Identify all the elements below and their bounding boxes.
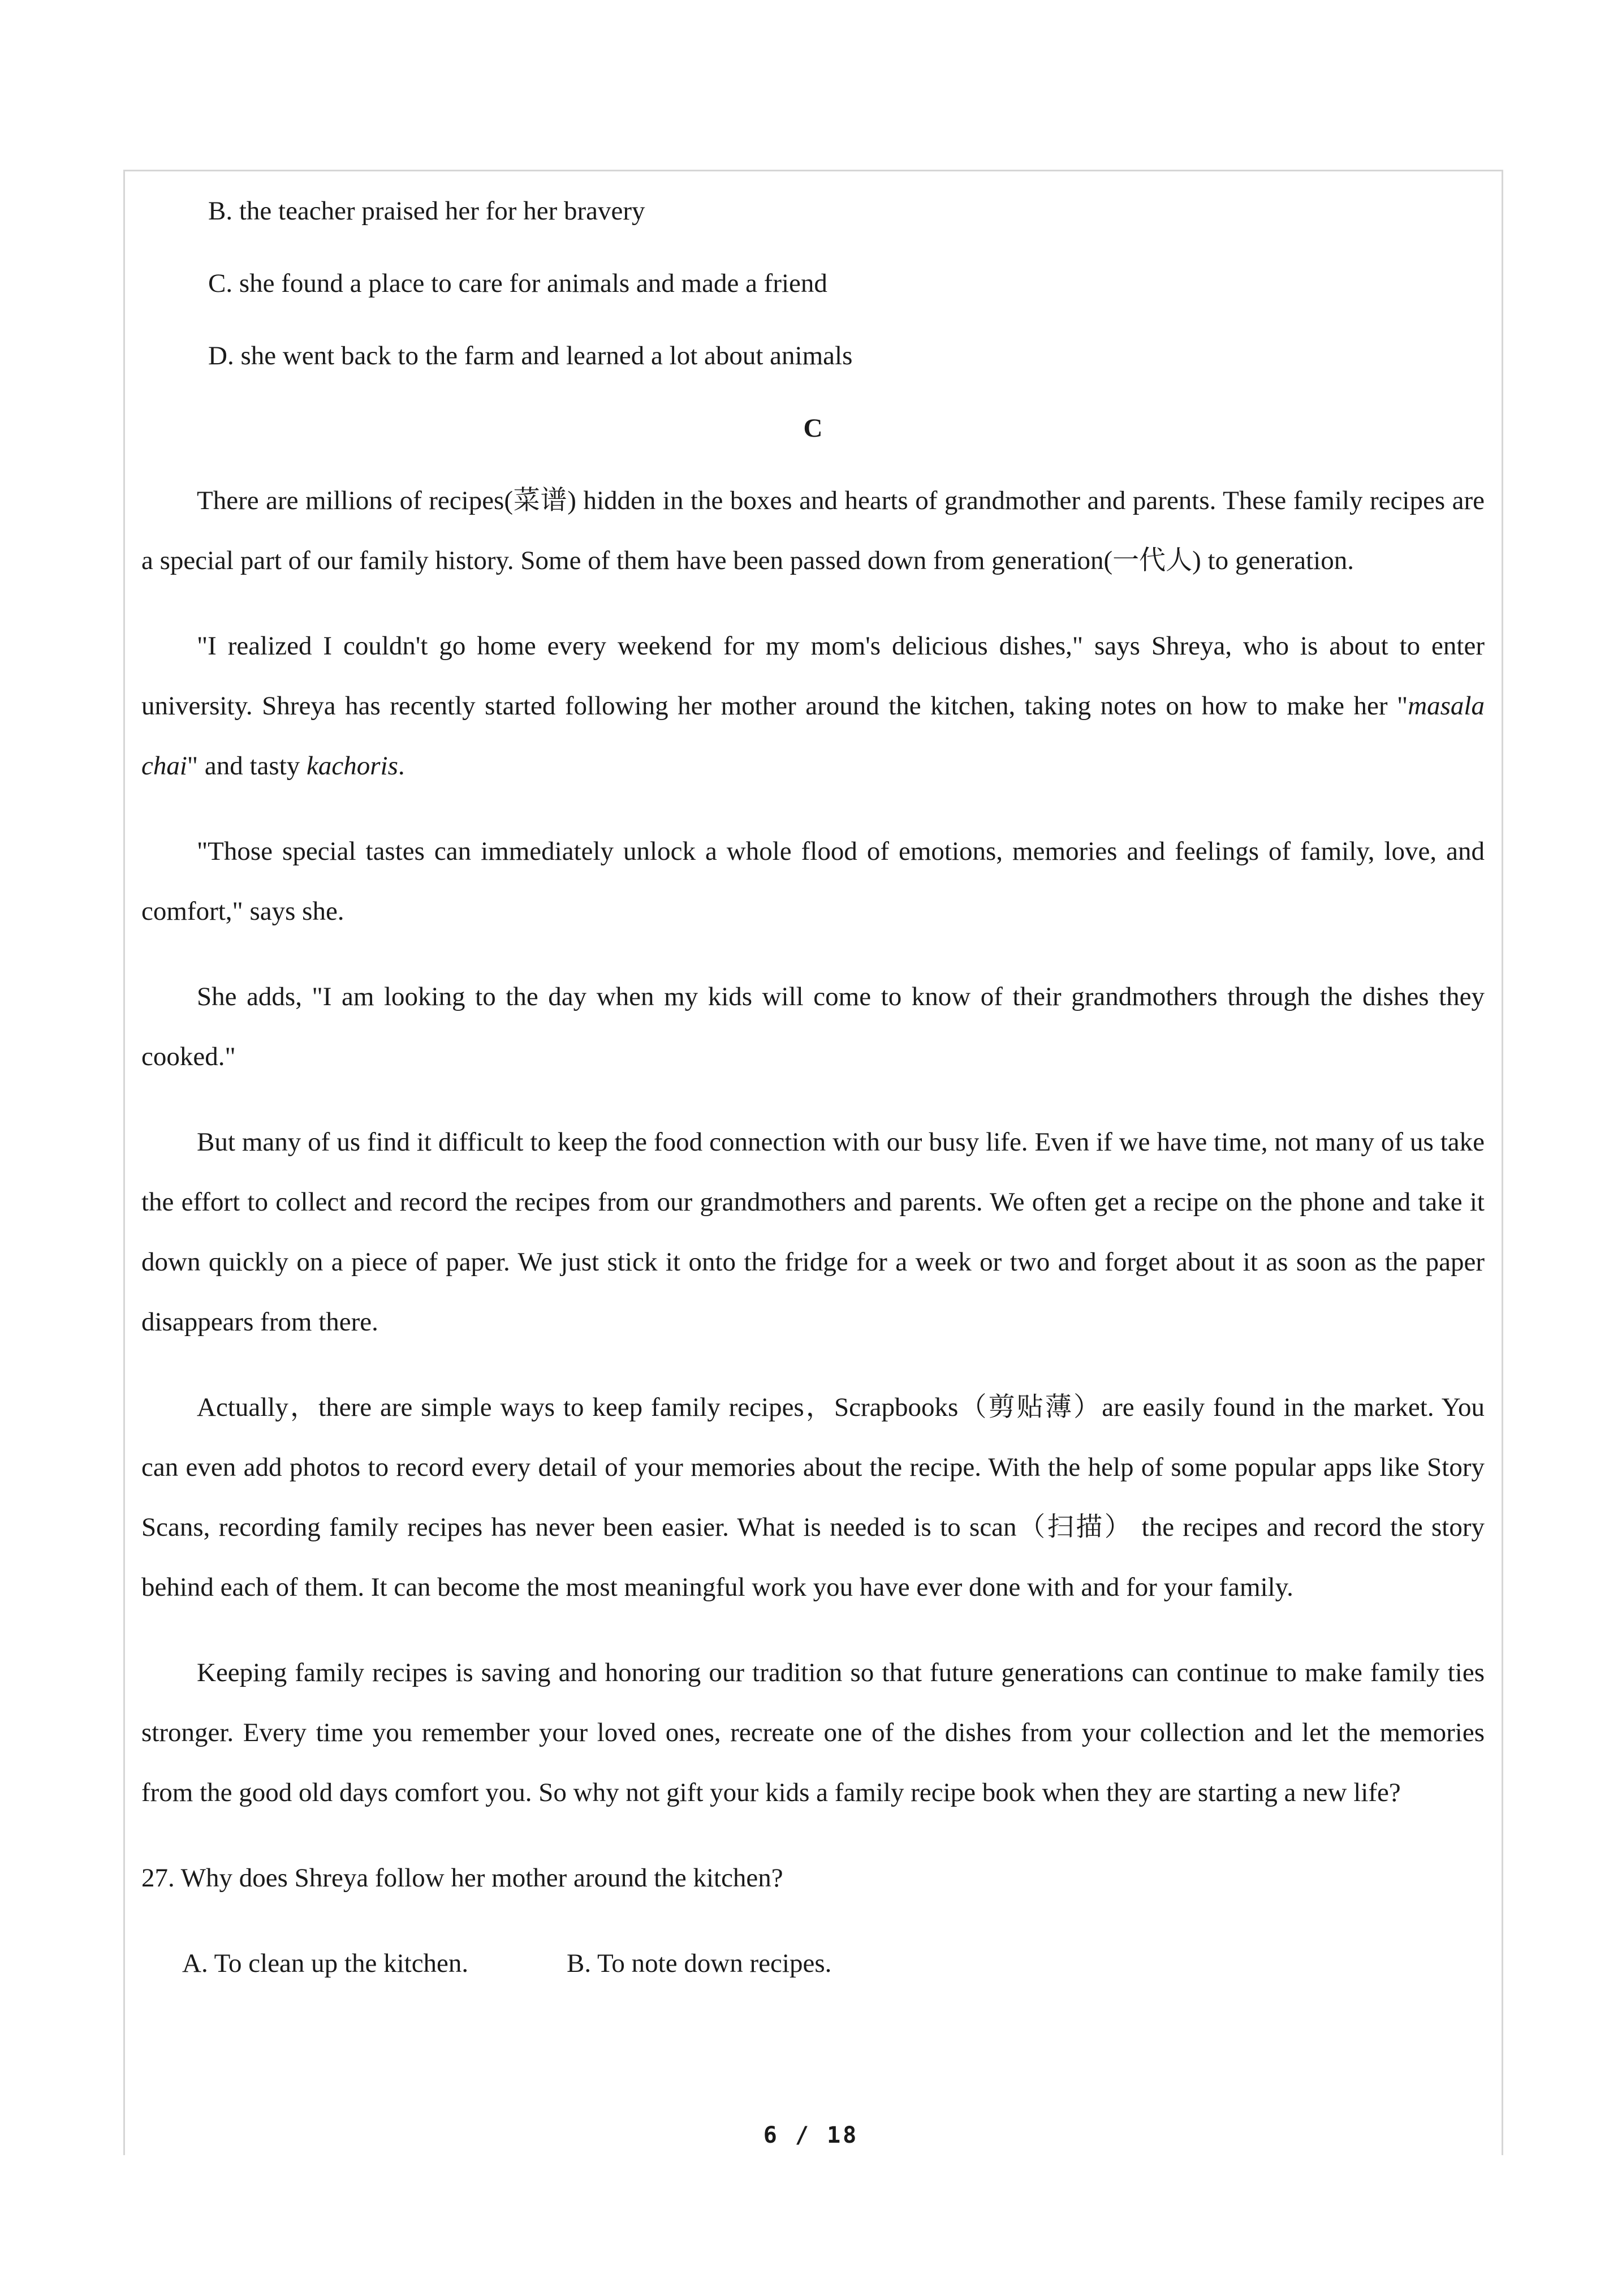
document-body: [141, 181, 1485, 1993]
question-27-options: [141, 1933, 1485, 1993]
answer-option-d: D. she went back to the farm and learned a lot about animals: [208, 341, 853, 371]
paragraph-2-text-b: " and tasty: [187, 751, 307, 781]
question-27-option-b: B. To note down recipes.: [567, 1949, 832, 1978]
paragraph-6: Actually，there are simple ways to keep family recipes，Scrapbooks（剪贴薄）are easily found in the market. You can even add photos to record every detail of your memories about the recipe. With the help of some popular apps like Story Scans, recording family recipes has never been easier. What is needed is to scan（扫描） the recipes and record the story behind each of them. It can become the most meaningful work you have ever done with and for your family.: [141, 1393, 1485, 1602]
paragraph-2: [141, 616, 1485, 796]
paragraph-1: There are millions of recipes(菜谱) hidden in the boxes and hearts of grandmother and parents. These family recipes are a special part of our family history. Some of them have been passed down from generation(一代人) to generation.: [141, 486, 1485, 575]
paragraph-4: She adds, "I am looking to the day when my kids will come to know of their grandmothers through the dishes they cooked.": [141, 982, 1485, 1071]
page-number: 6 / 18: [763, 2122, 859, 2148]
paragraph-2-text-c: .: [398, 751, 405, 781]
question-27: 27. Why does Shreya follow her mother around the kitchen?: [141, 1863, 783, 1893]
question-27-option-a: A. To clean up the kitchen.: [182, 1949, 469, 1978]
paragraph-2-text-a: "I realized I couldn't go home every weekend for my mom's delicious dishes," says Shreya, who is about to enter university. Shreya has recently started following her mother around the kitchen, taking notes on how to make her ": [141, 631, 1485, 721]
paragraph-7: Keeping family recipes is saving and honoring our tradition so that future generations can continue to make family ties stronger. Every time you remember your loved ones, recreate one of the dishes from your collection and let the memories from the good old days comfort you. So why not gift your kids a family recipe book when they are starting a new life?: [141, 1658, 1485, 1807]
paragraph-2-italic-1: masala chai: [141, 691, 1485, 781]
paragraph-3: "Those special tastes can immediately unlock a whole flood of emotions, memories and feelings of family, love, and comfort," says she.: [141, 837, 1485, 926]
paragraph-2-italic-2: kachoris: [307, 751, 398, 781]
paragraph-5: But many of us find it difficult to keep the food connection with our busy life. Even if we have time, not many of us take the effort to collect and record the recipes from our grandmothers and parents. We often get a recipe on the phone and take it down quickly on a piece of paper. We just stick it onto the fridge for a week or two and forget about it as soon as the paper disappears from there.: [141, 1127, 1485, 1337]
section-title: C: [803, 413, 823, 443]
answer-option-b: B. the teacher praised her for her bravery: [208, 196, 645, 226]
answer-option-c: C. she found a place to care for animals and made a friend: [208, 269, 827, 298]
